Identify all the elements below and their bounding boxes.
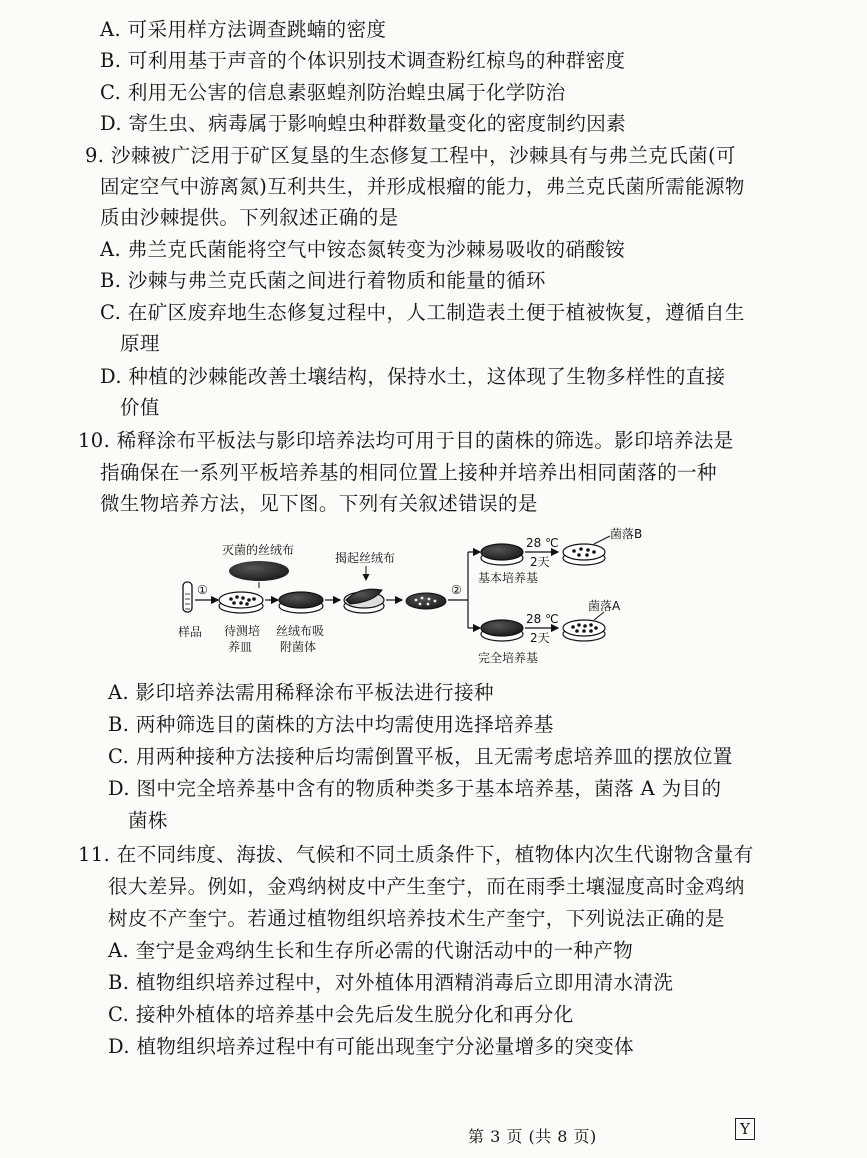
test-petri-dish xyxy=(219,592,263,613)
q9-option-c-line-2: 原理 xyxy=(120,332,160,355)
q9-option-b: B. 沙棘与弗兰克氏菌之间进行着物质和能量的循环 xyxy=(100,269,546,292)
q11-option-c: C. 接种外植体的培养基中会先后发生脱分化和再分化 xyxy=(108,1003,574,1026)
q9-stem-line-2: 固定空气中游离氮)互利共生，并形成根瘤的能力，弗兰克氏菌所需能源物 xyxy=(100,175,745,198)
result-dish-colony-b xyxy=(563,544,605,565)
q11-stem-line-1: 11. 在不同纬度、海拔、气候和不同土质条件下，植物体内次生代谢物含量有 xyxy=(78,843,754,866)
q10-stem-line-3: 微生物培养方法，见下图。下列有关叙述错误的是 xyxy=(100,492,538,515)
label-sample: 样品 xyxy=(178,625,203,639)
q10-stem-line-1: 10. 稀释涂布平板法与影印培养法均可用于目的菌株的筛选。影印培养法是 xyxy=(78,429,734,452)
q11-option-b: B. 植物组织培养过程中，对外植体用酒精消毒后立即用清水清洗 xyxy=(108,971,674,994)
q9-stem-line-1: 9. 沙棘被广泛用于矿区复垦的生态修复工程中，沙棘具有与弗兰克氏菌(可 xyxy=(85,144,736,167)
q8-option-c: C. 利用无公害的信息素驱蝗剂防治蝗虫属于化学防治 xyxy=(100,81,566,104)
step-1-marker: ① xyxy=(197,583,208,597)
label-colony-b: 菌落B xyxy=(610,527,643,541)
q10-stem-line-2: 指确保在一系列平板培养基的相同位置上接种并培养出相同菌落的一种 xyxy=(100,461,717,484)
q11-option-a: A. 奎宁是金鸡纳生长和生存所必需的代谢活动中的一种产物 xyxy=(108,939,634,962)
q10-option-b: B. 两种筛选目的菌株的方法中均需使用选择培养基 xyxy=(108,713,554,736)
complete-medium-dish xyxy=(481,620,523,641)
q10-option-d-line-2: 菌株 xyxy=(128,809,168,832)
q10-option-d-line-1: D. 图中完全培养基中含有的物质种类多于基本培养基，菌落 A 为目的 xyxy=(108,777,722,800)
result-dish-colony-a xyxy=(563,620,605,641)
q8-option-b: B. 可利用基于声音的个体识别技术调查粉红椋鸟的种群密度 xyxy=(100,49,626,72)
label-colony-a: 菌落A xyxy=(588,599,621,613)
label-temp-bottom: 28 ℃ xyxy=(526,612,559,626)
label-test-dish-line-1: 待测培 xyxy=(224,624,261,638)
label-temp-top: 28 ℃ xyxy=(526,536,559,550)
label-days-top: 2天 xyxy=(530,555,550,569)
q11-stem-line-2: 很大差异。例如，金鸡纳树皮中产生奎宁，而在雨季土壤湿度高时金鸡纳 xyxy=(108,875,745,898)
label-velvet-absorb-line-2: 附菌体 xyxy=(280,640,317,654)
paper-version-mark: Y xyxy=(735,1118,755,1140)
replica-plating-diagram xyxy=(170,524,690,676)
label-velvet-absorb-line-1: 丝绒布吸 xyxy=(276,624,325,638)
label-basic-medium: 基本培养基 xyxy=(478,571,539,585)
q9-stem-line-3: 质由沙棘提供。下列叙述正确的是 xyxy=(100,206,399,229)
label-days-bottom: 2天 xyxy=(530,631,550,645)
q9-option-c-line-1: C. 在矿区废弃地生态修复过程中，人工制造表土便于植被恢复，遵循自生 xyxy=(100,301,745,324)
q9-option-a: A. 弗兰克氏菌能将空气中铵态氮转变为沙棘易吸收的硝酸铵 xyxy=(100,238,626,261)
lifting-velvet-dish xyxy=(344,589,384,613)
label-test-dish-line-2: 养皿 xyxy=(228,640,253,654)
q11-option-d: D. 植物组织培养过程中有可能出现奎宁分泌量增多的突变体 xyxy=(108,1035,635,1058)
step-2-marker: ② xyxy=(451,583,462,597)
label-complete-medium: 完全培养基 xyxy=(478,651,539,665)
sterile-velvet-disc xyxy=(229,561,289,581)
page-number: 第 3 页 (共 8 页) xyxy=(468,1127,597,1146)
sample-test-tube-icon xyxy=(183,582,192,612)
label-sterile-velvet: 灭菌的丝绒布 xyxy=(222,543,295,557)
q10-option-c: C. 用两种接种方法接种后均需倒置平板，且无需考虑培养皿的摆放位置 xyxy=(108,745,733,768)
q9-option-d-line-2: 价值 xyxy=(120,396,160,419)
velvet-absorb-dish xyxy=(279,592,323,613)
velvet-with-colonies xyxy=(406,593,446,609)
q8-option-a: A. 可采用样方法调查跳蝻的密度 xyxy=(100,18,387,41)
q10-option-a: A. 影印培养法需用稀释涂布平板法进行接种 xyxy=(108,681,494,704)
q8-option-d: D. 寄生虫、病毒属于影响蝗虫种群数量变化的密度制约因素 xyxy=(100,112,627,135)
label-lift-velvet: 揭起丝绒布 xyxy=(335,551,396,565)
q9-option-d-line-1: D. 种植的沙棘能改善土壤结构，保持水土，这体现了生物多样性的直接 xyxy=(100,365,726,388)
q11-stem-line-3: 树皮不产奎宁。若通过植物组织培养技术生产奎宁，下列说法正确的是 xyxy=(108,907,725,930)
basic-medium-dish xyxy=(481,544,523,565)
